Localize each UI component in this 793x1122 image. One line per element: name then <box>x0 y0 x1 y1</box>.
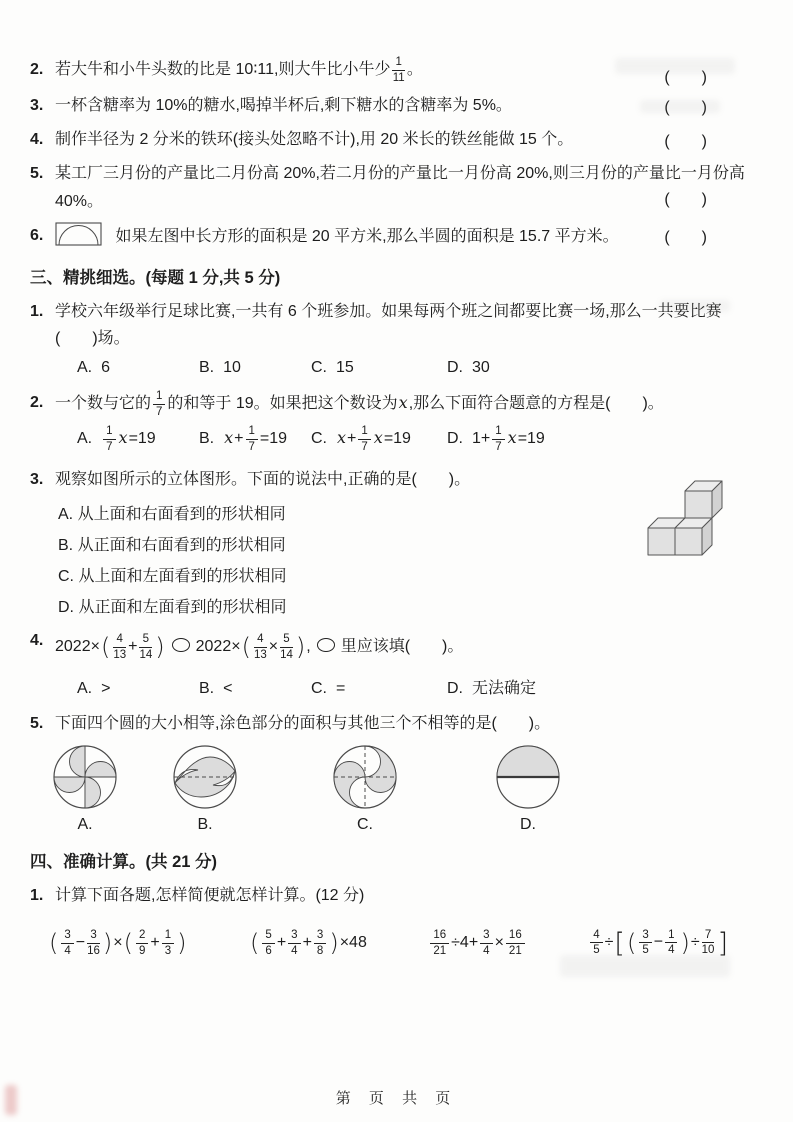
calc-expressions <box>30 911 763 971</box>
question-number: 6. <box>30 226 44 244</box>
answer-blank: ( ) <box>664 99 707 116</box>
option-b: B. < <box>199 679 233 697</box>
question-text: 若大牛和小牛头数的比是 10∶11,则大牛比小牛少 $\frac{1}{11}$ 。 <box>55 56 423 85</box>
option-c: C. = <box>311 679 346 697</box>
question-text: 观察如图所示的立体图形。下面的说法中,正确的是( )。 <box>55 470 471 488</box>
question-number: 3. <box>30 97 44 114</box>
section-title: 四、准确计算。 <box>30 853 146 872</box>
question-number: 4. <box>30 131 44 149</box>
tf-question-3 <box>30 92 763 119</box>
option-d: D. 30 <box>447 358 490 376</box>
mc-question-1-options <box>55 359 763 377</box>
tf-question-4 <box>30 126 763 153</box>
option-b: B. x+ $\frac{1}{7}$ =19 <box>199 424 288 453</box>
question-text: 一个数与它的 $\frac{1}{7}$ 的和等于 19。如果把这个数设为x,那么下面符合题意的方程是( )。 <box>55 390 664 419</box>
question-number: 5. <box>30 165 44 183</box>
answer-blank: ( ) <box>664 190 707 208</box>
option-a: A. 6 <box>77 358 111 376</box>
mc-question-3-block <box>30 466 763 618</box>
tf-question-6 <box>30 222 763 250</box>
question-text: 学校六年级举行足球比赛,一共有 6 个班参加。如果每两个班之间都要比赛一场,那么一共要比赛( )场。 <box>55 302 722 348</box>
figure-label: A. <box>77 816 93 834</box>
option-a: A. $\frac{1}{7}$ x=19 <box>77 424 156 453</box>
figure-label: D. <box>520 816 536 834</box>
question-text: 如果左图中长方形的面积是 20 平方米,那么半圆的面积是 15.7 平方米。 <box>115 227 619 245</box>
option-d: D. 无法确定 <box>447 679 537 697</box>
mc-question-2 <box>30 389 763 419</box>
circle-figure-d <box>493 743 563 834</box>
option-b: B. 10 <box>199 358 241 376</box>
tf-question-5 <box>30 160 763 214</box>
question-text: 某工厂三月份的产量比二月份高 20%,若二月份的产量比一月份高 20%,则三月份的产量比一月份高 40%。 <box>55 165 745 210</box>
section-4-header <box>30 848 763 872</box>
mc-question-4 <box>30 627 763 668</box>
calc-expression-1: ( $\frac{3}{4}$ − $\frac{3}{16}$ )×( $\frac{2}{9}$ + $\frac{1}{3}$ ) <box>49 928 187 957</box>
section-3-header <box>30 264 763 288</box>
mc-question-4-options <box>55 675 763 698</box>
option-a: A. > <box>77 679 111 697</box>
option-d: D. 1+ $\frac{1}{7}$ x=19 <box>447 424 545 453</box>
calc-expression-4: $\frac{4}{5}$ ÷[( $\frac{3}{5}$ − $\frac{1}{4}$ )÷ $\frac{7}{10}$ ] <box>588 928 729 959</box>
mc-question-5 <box>30 710 763 738</box>
question-number: 3. <box>30 470 44 488</box>
option-b: B. 从正面和右面看到的形状相同 <box>58 537 286 555</box>
answer-blank: ( ) <box>664 133 707 151</box>
mc-question-5-figures <box>30 743 763 834</box>
answer-blank: ( ) <box>664 69 707 86</box>
question-text: 2022×( $\frac{4}{13}$ + $\frac{5}{14}$ ) 2022×( $\frac{4}{13}$ × $\frac{5}{14}$ ), 里应该填( )。 <box>55 633 464 662</box>
option-c: C. 从上面和左面看到的形状相同 <box>58 568 287 586</box>
section-title: 三、精挑细选。 <box>30 268 146 287</box>
question-number: 5. <box>30 714 44 732</box>
option-d: D. 从正面和左面看到的形状相同 <box>58 599 287 617</box>
semicircle-in-rectangle-figure <box>55 222 103 247</box>
question-number: 2. <box>30 61 44 78</box>
circle-figure-c <box>330 743 400 834</box>
question-text: 下面四个圆的大小相等,涂色部分的面积与其他三个不相等的是( )。 <box>55 714 551 732</box>
question-text: 一杯含糖率为 10%的糖水,喝掉半杯后,剩下糖水的含糖率为 5%。 <box>55 97 512 114</box>
section-points: (共 21 分) <box>145 853 218 872</box>
page-footer: 第 页 共 页 <box>335 1090 458 1107</box>
figure-label: C. <box>357 816 373 834</box>
calc-expression-3: $\frac{16}{21}$ ÷4+ $\frac{3}{4}$ × $\frac{16}{21}$ <box>428 929 526 958</box>
section-points: (每题 1 分,共 5 分) <box>145 268 281 287</box>
figure-label: B. <box>197 816 213 834</box>
question-number: 4. <box>30 632 44 650</box>
calc-expression-2: ( $\frac{5}{6}$ + $\frac{3}{4}$ + $\frac{3}{8}$ )×48 <box>250 928 367 957</box>
calc-question-1 <box>30 882 763 909</box>
true-false-section <box>30 56 763 250</box>
stacked-cubes-figure <box>642 480 742 560</box>
answer-blank: ( ) <box>664 228 707 246</box>
question-number: 1. <box>30 302 44 320</box>
option-c: C. x+ $\frac{1}{7}$ x=19 <box>311 424 411 453</box>
circle-figure-b <box>170 743 240 834</box>
mc-question-2-options <box>55 425 763 454</box>
question-number: 2. <box>30 393 44 411</box>
option-c: C. 15 <box>311 358 354 376</box>
option-a: A. 从上面和右面看到的形状相同 <box>58 506 286 524</box>
question-number: 1. <box>30 887 44 905</box>
question-text: 计算下面各题,怎样简便就怎样计算。(12 分) <box>55 887 365 905</box>
mc-question-1 <box>30 298 763 353</box>
circle-figure-a <box>50 743 120 834</box>
tf-question-2 <box>30 56 763 85</box>
question-text: 制作半径为 2 分米的铁环(接头处忽略不计),用 20 米长的铁丝能做 15 个。 <box>55 131 574 149</box>
